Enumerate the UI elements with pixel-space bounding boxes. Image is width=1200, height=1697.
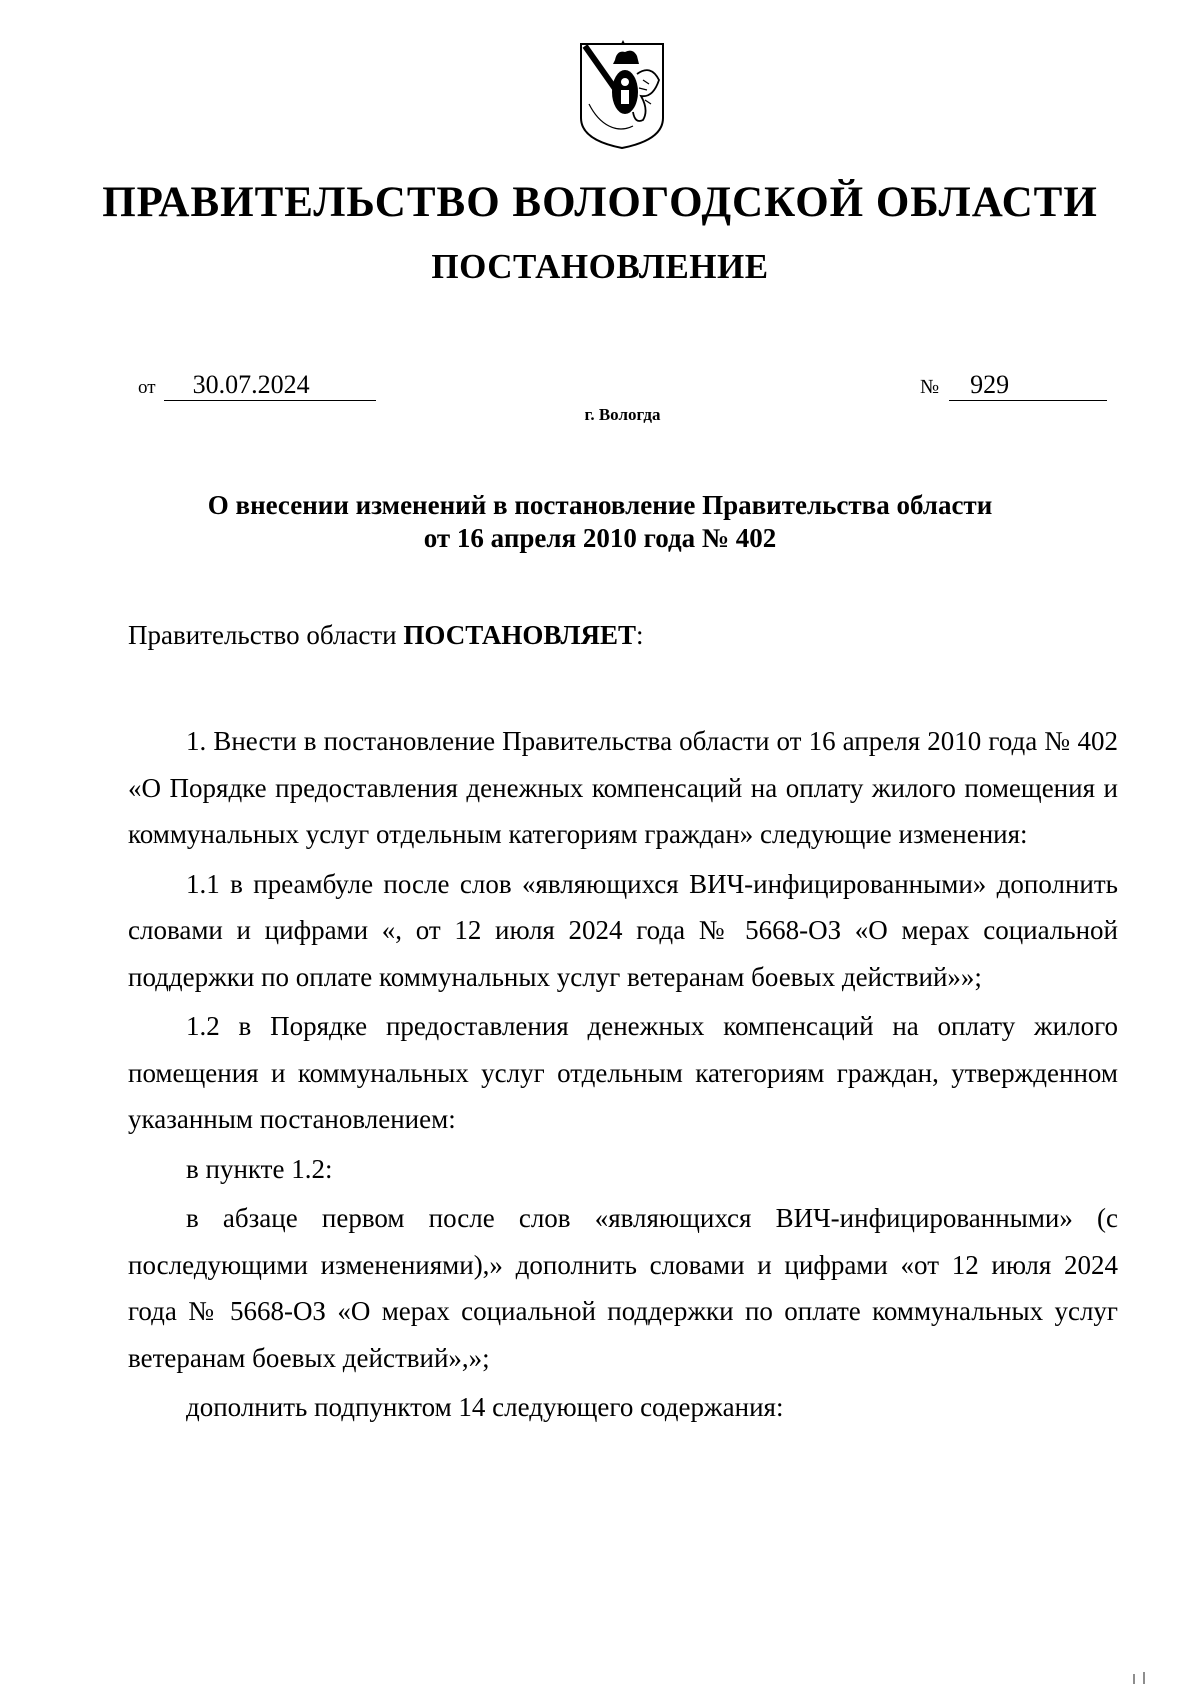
resolution-intro xyxy=(128,620,644,651)
paragraph: 1. Внести в постановление Правительства области от 16 апреля 2010 года № 402 «О Порядке предоставления денежных компенсаций на оплату жилого помещения и коммунальных услуг отдельным категориям граждан» следующие изменения: xyxy=(128,726,1118,849)
vologda-coat-of-arms-icon xyxy=(577,40,667,152)
date-value: 30.07.2024 xyxy=(164,370,376,401)
document-number xyxy=(920,370,1107,401)
paragraph: 1.2 в Порядке предоставления денежных компенсаций на оплату жилого помещения и коммунальных услуг отдельным категориям граждан, утвержденном указанным постановлением: xyxy=(128,1011,1118,1134)
paragraph: в абзаце первом после слов «являющихся ВИЧ-инфицированными» (с последующими изменениями),» дополнить словами и цифрами «от 12 июля 2024 года № 5668-ОЗ «О мерах социальной поддержки по оплате коммунальных услуг ветеранам боевых действий»,»; xyxy=(128,1203,1118,1373)
paragraph: 1.1 в преамбуле после слов «являющихся ВИЧ-инфицированными» дополнить словами и цифрами «, от 12 июля 2024 года № 5668-ОЗ «О мерах социальной поддержки по оплате коммунальных услуг ветеранам боевых действий»»; xyxy=(128,868,1118,992)
paragraph: дополнить подпунктом 14 следующего содержания: xyxy=(186,1392,784,1422)
document-subject xyxy=(0,489,1200,555)
paragraph: в пункте 1.2: xyxy=(186,1153,333,1184)
number-value: 929 xyxy=(949,370,1107,401)
government-title: ПРАВИТЕЛЬСТВО ВОЛОГОДСКОЙ ОБЛАСТИ xyxy=(102,179,1098,226)
document-type: ПОСТАНОВЛЕНИЕ xyxy=(431,247,769,286)
intro-tail: : xyxy=(635,620,644,650)
intro-text: Правительство области xyxy=(128,620,404,650)
scan-marks xyxy=(1130,1672,1150,1684)
intro-bold: ПОСТАНОВЛЯЕТ xyxy=(403,620,636,650)
document-body xyxy=(128,718,1118,1434)
subject-line-2: от 16 апреля 2010 года № 402 xyxy=(423,523,777,553)
subject-line-1: О внесении изменений в постановление Правительства области xyxy=(207,490,993,520)
document-city: г. Вологда xyxy=(584,405,661,424)
date-prefix: от xyxy=(138,377,156,398)
document-date xyxy=(138,370,376,401)
number-prefix: № xyxy=(920,376,940,398)
